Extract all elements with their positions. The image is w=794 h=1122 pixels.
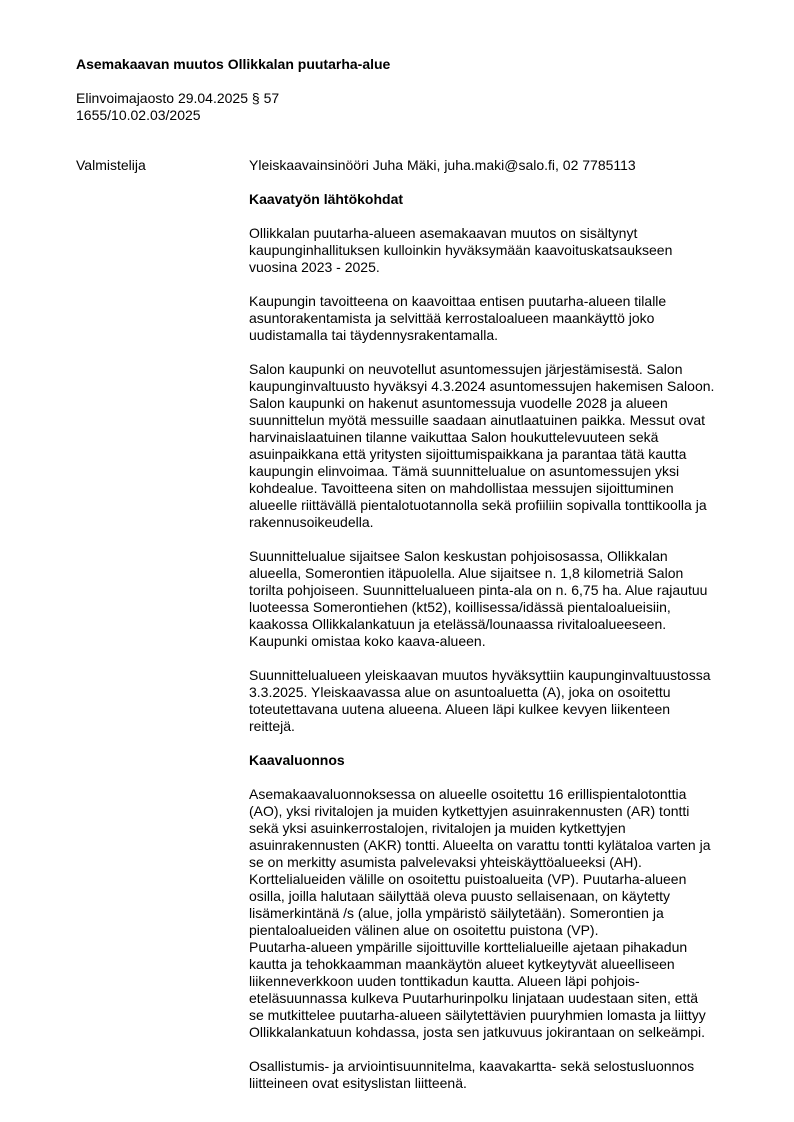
paragraph-line: Asemakaavaluonnoksessa on alueelle osoitettu 16 erillispientalotonttia [249,786,687,802]
meeting-info [76,90,279,124]
paragraph [249,293,749,344]
paragraph [249,786,749,1041]
paragraph-line: torilta pohjoiseen. Suunnittelualueen pinta-ala on n. 6,75 ha. Alue rajautuu [249,582,708,598]
paragraph-line: asuinrakennusten (AKR) tontti. Alueelta on varattu tontti kylätaloa varten ja [249,837,711,853]
preparer-contact: Yleiskaavainsinööri Juha Mäki, juha.maki@salo.fi, 02 7785113 [249,157,636,173]
paragraph [249,1058,749,1092]
paragraph-line: asuntorakentamista ja selvittää kerrostaloalueen maankäyttö joko [249,310,655,326]
paragraph-line: eteläsuunnassa kulkeva Puutarhurinpolku linjataan uudestaan siten, että [249,990,699,1006]
paragraph-line: liikenneverkkoon uuden tonttikadun kautta. Alueen läpi pohjois- [249,973,640,989]
paragraph-line: Ollikkalankatuun kohdassa, josta sen jatkuvuus jokirantaan on selkeämpi. [249,1024,706,1040]
paragraph-line: Suunnittelualueen yleiskaavan muutos hyväksyttiin kaupunginvaltuustossa [249,667,711,683]
paragraph-line: kaakossa Ollikkalankatuun ja etelässä/lounaassa rivitaloalueeseen. [249,616,667,632]
paragraph-line: kaupunginhallituksen kulloinkin hyväksymään kaavoituskatsaukseen [249,242,673,258]
paragraph-line: kautta ja tehokkaamman maankäytön alueet kytkeytyvät alueelliseen [249,956,675,972]
paragraph-line: Korttelialueiden välille on osoitettu puistoalueita (VP). Puutarha-alueen [249,871,687,887]
paragraph-line: harvinaislaatuinen tilanne vaikuttaa Salon houkuttelevuuteen sekä [249,429,659,445]
paragraph-line: Salon kaupunki on neuvotellut asuntomessujen järjestämisestä. Salon [249,361,683,377]
paragraph-line: Ollikkalan puutarha-alueen asemakaavan muutos on sisältynyt [249,225,638,241]
paragraph-line: toteutettavana uutena alueena. Alueen läpi kulkee kevyen liikenteen [249,701,671,717]
paragraph [249,548,749,650]
paragraph-line: se on merkitty asumista palvelevaksi yhteiskäyttöalueeksi (AH). [249,854,642,870]
document-body [249,157,749,1109]
reference-number: 1655/10.02.03/2025 [76,107,201,123]
section-heading: Kaavaluonnos [249,752,345,768]
paragraph-line: Suunnittelualue sijaitsee Salon keskustan pohjoisosassa, Ollikkalan [249,548,668,564]
section-heading: Kaavatyön lähtökohdat [249,191,404,207]
paragraph-line: 3.3.2025. Yleiskaavassa alue on asuntoaluetta (A), joka on osoitettu [249,684,671,700]
paragraph-line: Puutarha-alueen ympärille sijoittuville korttelialueille ajetaan pihakadun [249,939,688,955]
paragraph-line: luoteessa Somerontiehen (kt52), koillisessa/idässä pientaloalueisiin, [249,599,671,615]
paragraph-line: vuosina 2023 - 2025. [249,259,380,275]
paragraph-line: lisämerkintänä /s (alue, jolla ympäristö säilytetään). Somerontien ja [249,905,664,921]
paragraph-line: (AO), yksi rivitalojen ja muiden kytkettyjen asuinrakennusten (AR) tontti [249,803,690,819]
paragraph [249,667,749,735]
document-title: Asemakaavan muutos Ollikkalan puutarha-alue [76,56,391,72]
paragraph [249,361,749,531]
paragraph-line: Osallistumis- ja arviointisuunnitelma, kaavakartta- sekä selostusluonnos [249,1058,695,1074]
paragraph-line: rakennusoikeudella. [249,514,374,530]
paragraph-line: pientaloalueiden välinen alue on osoitettu puistona (VP). [249,922,599,938]
paragraph-line: asuinpaikkana että yritysten sijoittumispaikkana ja parantaa tätä kautta [249,446,687,462]
paragraph-line: reittejä. [249,718,295,734]
paragraph-line: kohdealue. Tavoitteena siten on mahdollistaa messujen sijoittuminen [249,480,674,496]
paragraph-line: uudistamalla tai täydennysrakentamalla. [249,327,499,343]
paragraph-line: liitteineen ovat esityslistan liitteenä. [249,1075,467,1091]
meeting-line: Elinvoimajaosto 29.04.2025 § 57 [76,90,280,106]
paragraph-line: osilla, joilla halutaan säilyttää oleva puusto sellaisenaan, on käytetty [249,888,671,904]
paragraph-line: alueelle riittävällä pientalotuotannolla sekä profiiliin sopivalla tonttikoolla ja [249,497,707,513]
paragraph-line: Salon kaupunki on hakenut asuntomessuja vuodelle 2028 ja alueen [249,395,668,411]
paragraph-line: sekä yksi asuinkerrostalojen, rivitalojen ja muiden kytkettyjen [249,820,626,836]
paragraph-line: suunnittelun myötä messuille saadaan ainutlaatuinen paikka. Messut ovat [249,412,706,428]
paragraph-line: kaupunginvaltuusto hyväksyi 4.3.2024 asuntomessujen hakemisen Saloon. [249,378,715,394]
paragraph-line: se mutkittelee puutarha-alueen säilytettävien puuryhmien lomasta ja liittyy [249,1007,706,1023]
paragraph-line: Kaupungin tavoitteena on kaavoittaa entisen puutarha-alueen tilalle [249,293,667,309]
preparer-label: Valmistelija [76,157,146,173]
paragraph [249,225,749,276]
paragraph-line: Kaupunki omistaa koko kaava-alueen. [249,633,486,649]
paragraph-line: alueella, Somerontien itäpuolella. Alue sijaitsee n. 1,8 kilometriä Salon [249,565,684,581]
paragraph-line: kaupungin elinvoimaa. Tämä suunnittelualue on asuntomessujen yksi [249,463,680,479]
